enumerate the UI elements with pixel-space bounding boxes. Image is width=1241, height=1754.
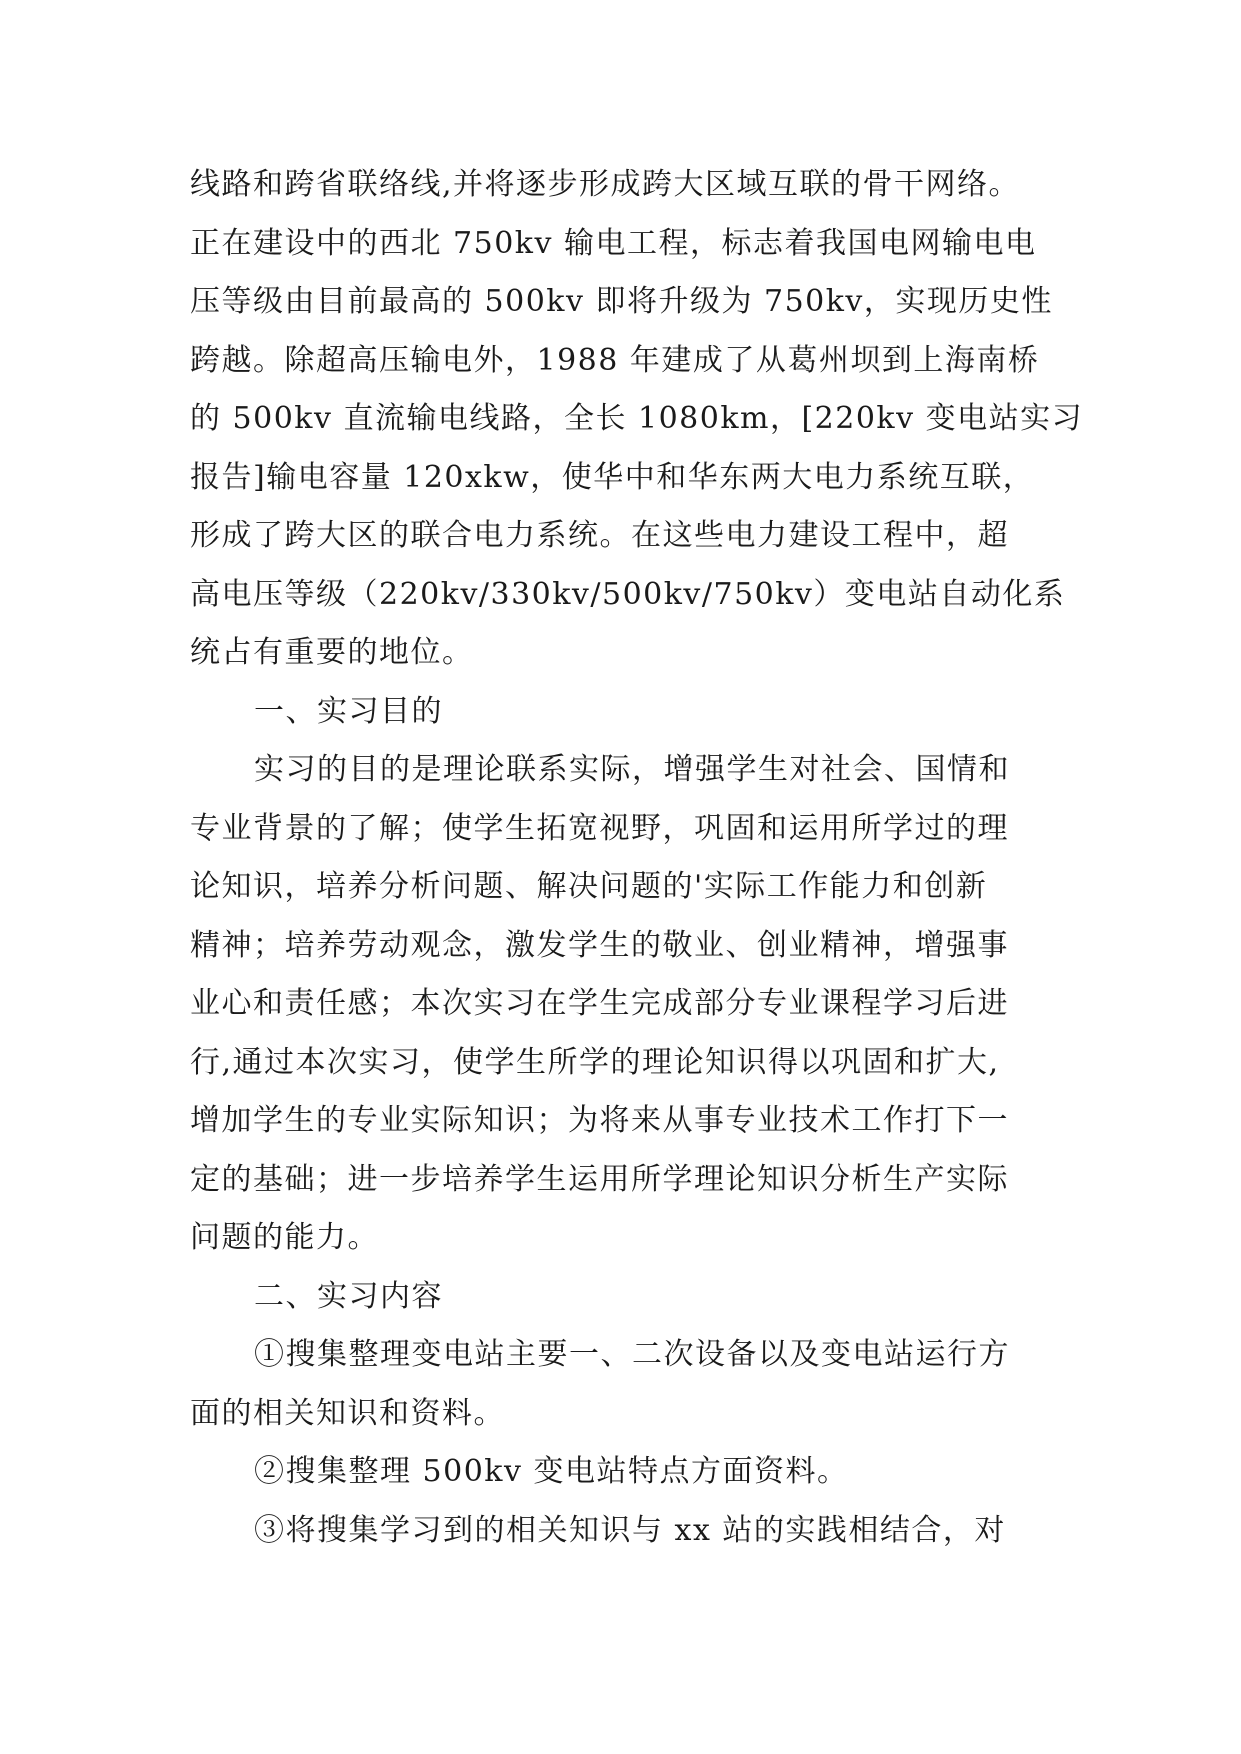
text-line: 报告]输电容量 120xkw，使华中和华东两大电力系统互联， [190,459,1035,495]
text-line: 问题的能力。 [190,1220,379,1255]
document-body [190,156,1090,1560]
text-line: 线路和跨省联络线,并将逐步形成跨大区域互联的骨干网络。 [190,167,1021,202]
text-line: 行,通过本次实习，使学生所学的理论知识得以巩固和扩大, [190,1044,1000,1080]
text-line: ①搜集整理变电站主要一、二次设备以及变电站运行方 [254,1337,1010,1372]
text-line: 压等级由目前最高的 500kv 即将升级为 750kv，实现历史性 [190,284,1053,319]
text-line: ②搜集整理 500kv 变电站特点方面资料。 [254,1454,849,1489]
text-line: 定的基础；进一步培养学生运用所学理论知识分析生产实际 [190,1161,1009,1197]
text-line: 实习的目的是理论联系实际，增强学生对社会、国情和 [254,752,1010,787]
text-line: 统占有重要的地位。 [190,635,474,670]
text-line: 一、实习目的 [254,693,443,729]
text-line: 高电压等级（220kv/330kv/500kv/750kv）变电站自动化系 [190,576,1066,612]
text-line: 精神；培养劳动观念，激发学生的敬业、创业精神，增强事 [190,927,1009,963]
text-line: 跨越。除超高压输电外，1988 年建成了从葛州坝到上海南桥 [190,342,1040,378]
text-line: 形成了跨大区的联合电力系统。在这些电力建设工程中，超 [190,518,1009,553]
text-line: 二、实习内容 [254,1278,443,1314]
text-line: 增加学生的专业实际知识；为将来从事专业技术工作打下一 [190,1103,1009,1138]
text-line: 论知识，培养分析问题、解决问题的'实际工作能力和创新 [190,869,988,904]
text-line: 的 500kv 直流输电线路，全长 1080km，[220kv 变电站实习 [190,401,1084,436]
text-line: 业心和责任感；本次实习在学生完成部分专业课程学习后进 [190,986,1009,1021]
text-line: ③将搜集学习到的相关知识与 xx 站的实践相结合，对 [254,1512,1006,1548]
text-line: 专业背景的了解；使学生拓宽视野，巩固和运用所学过的理 [190,810,1009,846]
text-line: 面的相关知识和资料。 [190,1395,505,1431]
text-line: 正在建设中的西北 750kv 输电工程，标志着我国电网输电电 [190,225,1037,261]
